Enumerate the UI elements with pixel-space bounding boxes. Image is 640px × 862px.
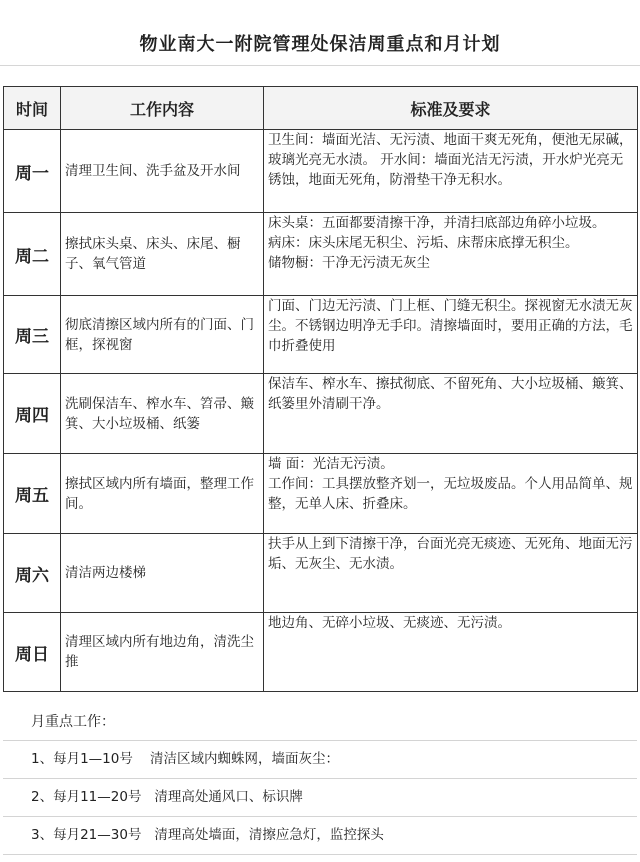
task-cell: 洗刷保洁车、榨水车、笤帚、簸箕、大小垃圾桶、纸篓 bbox=[61, 374, 264, 454]
standard-cell bbox=[264, 130, 638, 213]
task-cell: 彻底清擦区域内所有的门面、门框，探视窗 bbox=[61, 296, 264, 374]
header-time: 时间 bbox=[4, 87, 61, 130]
table-row bbox=[4, 374, 638, 454]
table-row bbox=[4, 534, 638, 613]
standard-cell bbox=[264, 534, 638, 613]
table-row bbox=[4, 613, 638, 692]
day-cell: 周五 bbox=[4, 454, 61, 534]
day-cell: 周三 bbox=[4, 296, 61, 374]
table-row bbox=[4, 296, 638, 374]
monthly-item: 1、每月1—10号 清洁区域内蜘蛛网，墙面灰尘： bbox=[3, 741, 637, 779]
day-cell: 周六 bbox=[4, 534, 61, 613]
standard-line: 墙 面：光洁无污渍。 bbox=[268, 456, 394, 472]
day-cell: 周日 bbox=[4, 613, 61, 692]
day-cell: 周四 bbox=[4, 374, 61, 454]
page-title: 物业南大一附院管理处保洁周重点和月计划 bbox=[139, 34, 501, 55]
standard-line: 保洁车、榨水车、擦拭彻底、不留死角、大小垃圾桶、簸箕、纸篓里外清刷干净。 bbox=[268, 376, 633, 412]
standard-cell bbox=[264, 296, 638, 374]
table-row bbox=[4, 213, 638, 296]
table-header-row bbox=[4, 87, 638, 130]
task-cell: 擦拭床头桌、床头、床尾、橱子、氧气管道 bbox=[61, 213, 264, 296]
standard-line: 工作间：工具摆放整齐划一，无垃圾废品。个人用品简单、规整，无单人床、折叠床。 bbox=[268, 476, 633, 512]
standard-line: 病床：床头床尾无积尘、污垢、床帮床底撑无积尘。 bbox=[268, 235, 579, 251]
standard-cell bbox=[264, 454, 638, 534]
task-cell: 清理卫生间、洗手盆及开水间 bbox=[61, 130, 264, 213]
standard-line: 地边角、无碎小垃圾、无痰迹、无污渍。 bbox=[268, 615, 511, 631]
monthly-item: 3、每月21—30号 清理高处墙面，清擦应急灯，监控探头 bbox=[3, 817, 637, 855]
standard-cell bbox=[264, 213, 638, 296]
standard-cell bbox=[264, 613, 638, 692]
header-work-content: 工作内容 bbox=[61, 87, 264, 130]
standard-line: 床头桌：五面都要清擦干净，并清扫底部边角碎小垃圾。 bbox=[268, 215, 606, 231]
task-cell: 清洁两边楼梯 bbox=[61, 534, 264, 613]
standard-line: 储物橱：干净无污渍无灰尘 bbox=[268, 255, 430, 271]
task-cell: 擦拭区域内所有墙面，整理工作间。 bbox=[61, 454, 264, 534]
day-cell: 周一 bbox=[4, 130, 61, 213]
weekly-plan-table bbox=[3, 86, 638, 692]
divider bbox=[0, 65, 640, 86]
standard-line: 门面、门边无污渍、门上框、门缝无积尘。探视窗无水渍无灰尘。不锈钢边明净无手印。清擦墙面时，要用正确的方法，毛巾折叠使用 bbox=[268, 298, 633, 354]
day-cell: 周二 bbox=[4, 213, 61, 296]
monthly-title: 月重点工作： bbox=[3, 704, 637, 741]
standard-cell bbox=[264, 374, 638, 454]
standard-line: 卫生间：墙面光洁、无污渍、地面干爽无死角，便池无尿碱，玻璃光亮无水渍。 开水间：墙面光洁无污渍，开水炉光亮无锈蚀，地面无死角，防滑垫干净无积水。 bbox=[268, 132, 633, 188]
standard-line: 扶手从上到下清擦干净，台面光亮无痰迹、无死角、地面无污垢、无灰尘、无水渍。 bbox=[268, 536, 633, 572]
monthly-item: 2、每月11—20号 清理高处通风口、标识牌 bbox=[3, 779, 637, 817]
table-row bbox=[4, 454, 638, 534]
task-cell: 清理区域内所有地边角，清洗尘推 bbox=[61, 613, 264, 692]
monthly-plan bbox=[3, 704, 637, 855]
header-standards: 标准及要求 bbox=[264, 87, 638, 130]
table-row bbox=[4, 130, 638, 213]
